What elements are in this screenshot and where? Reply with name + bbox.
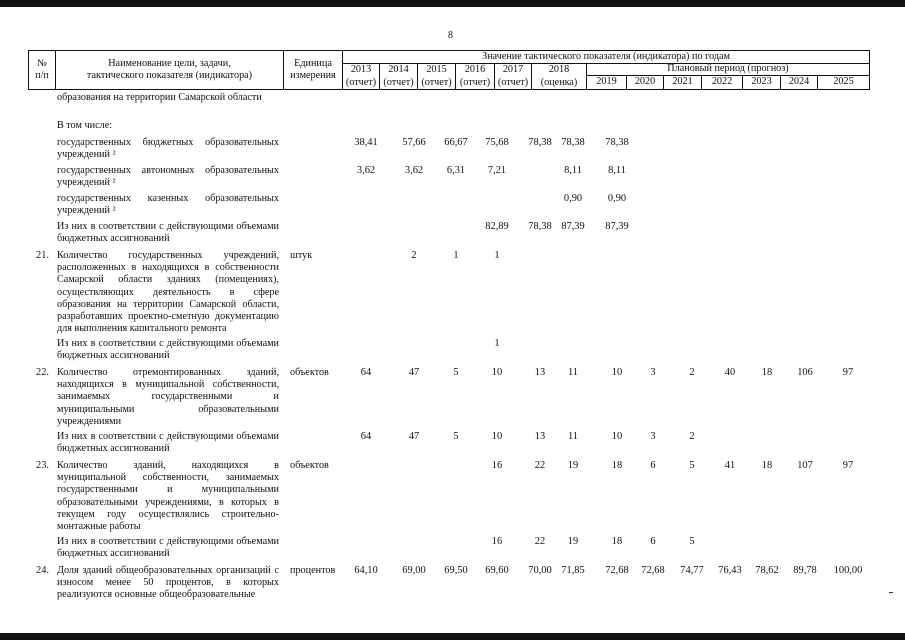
- row-unit: объектов: [290, 460, 329, 471]
- header-plan-year-2019: [586, 75, 627, 90]
- value-cell: 87,39: [605, 221, 629, 232]
- value-cell: 71,85: [561, 565, 585, 576]
- header-year-kind: (отчет): [421, 76, 452, 88]
- header-plan-year-value: 2024: [788, 76, 810, 88]
- value-cell: 72,68: [641, 565, 665, 576]
- row-name: Из них в соответствии с действующими объемами бюджетных ассигнований: [57, 338, 279, 362]
- row-number: 22.: [36, 367, 49, 378]
- value-cell: 22: [534, 536, 546, 547]
- header-year-kind: (отчет): [497, 76, 529, 88]
- value-cell: 74,77: [680, 565, 704, 576]
- value-cell: 19: [567, 536, 579, 547]
- value-cell: 18: [761, 367, 773, 378]
- value-cell: 38,41: [354, 137, 378, 148]
- value-cell: 78,38: [528, 137, 552, 148]
- value-cell: 13: [534, 431, 546, 442]
- scan-mark: [889, 592, 893, 593]
- value-cell: 5: [453, 367, 459, 378]
- header-num-label: № п/п: [35, 57, 49, 81]
- header-year-2015: [417, 63, 456, 90]
- value-cell: 72,68: [605, 565, 629, 576]
- value-cell: 97: [842, 460, 854, 471]
- value-cell: 5: [689, 536, 695, 547]
- value-cell: 7,21: [487, 165, 507, 176]
- value-cell: 10: [491, 431, 503, 442]
- row-name: государственных казенных образовательных учреждений ²: [57, 193, 279, 217]
- header-unit: [283, 50, 343, 90]
- header-year-value: 2017: [502, 64, 524, 76]
- row-number: 21.: [36, 250, 49, 261]
- value-cell: 3: [650, 367, 656, 378]
- row-name: Из них в соответствии с действующими объемами бюджетных ассигнований: [57, 536, 279, 560]
- header-year-2016: [455, 63, 495, 90]
- row-unit: объектов: [290, 367, 329, 378]
- value-cell: 100,00: [833, 565, 863, 576]
- value-cell: 6,31: [446, 165, 466, 176]
- value-cell: 10: [611, 431, 623, 442]
- value-cell: 87,39: [561, 221, 585, 232]
- value-cell: 11: [567, 431, 578, 442]
- header-plan-year-2025: [817, 75, 870, 90]
- header-year-value: 2014: [388, 64, 409, 76]
- value-cell: 11: [567, 367, 578, 378]
- value-cell: 82,89: [485, 221, 509, 232]
- row-name: Количество государственных учреждений, расположенных в находящихся в собственности Самарской области зданиях (помещениях), осуществляющих деятельность в сфере образования на территории Самарской области, разработавших проектно-сметную документацию для выполнения капитального ремонта: [57, 250, 279, 335]
- value-cell: 10: [611, 367, 623, 378]
- value-cell: 3: [650, 431, 656, 442]
- header-year-2014: [379, 63, 418, 90]
- value-cell: 22: [534, 460, 546, 471]
- value-cell: 41: [724, 460, 736, 471]
- row-name: Количество зданий, находящихся в муниципальной собственности, занимаемых государственными и муниципальными образовательными учреждениями, в которых в текущем году осуществлялись строительно-монтажные работы: [57, 460, 279, 533]
- value-cell: 78,38: [528, 221, 552, 232]
- value-cell: 6: [650, 460, 656, 471]
- value-cell: 64,10: [354, 565, 378, 576]
- value-cell: 10: [491, 367, 503, 378]
- header-plan-year-2020: [626, 75, 664, 90]
- header-year-value: 2013: [350, 64, 372, 76]
- header-plan-label: Плановый период (прогноз): [667, 63, 789, 75]
- row-number: 24.: [36, 565, 49, 576]
- header-year-kind: (отчет): [459, 76, 491, 88]
- value-cell: 16: [491, 536, 503, 547]
- value-cell: 97: [842, 367, 854, 378]
- value-cell: 2: [689, 431, 695, 442]
- header-num: [28, 50, 56, 90]
- value-cell: 69,50: [444, 565, 468, 576]
- value-cell: 18: [611, 536, 623, 547]
- value-cell: 19: [567, 460, 579, 471]
- value-cell: 75,68: [485, 137, 509, 148]
- value-cell: 70,00: [528, 565, 552, 576]
- header-plan-year-2024: [780, 75, 818, 90]
- table-header: [28, 50, 870, 90]
- header-year-2017: [494, 63, 532, 90]
- value-cell: 1: [453, 250, 459, 261]
- header-year-value: 2018: [548, 64, 570, 76]
- value-cell: 13: [534, 367, 546, 378]
- header-plan-year-value: 2022: [711, 76, 733, 88]
- value-cell: 69,00: [402, 565, 426, 576]
- header-name: [55, 50, 284, 90]
- header-year-kind: (отчет): [345, 76, 377, 88]
- value-cell: 78,38: [605, 137, 629, 148]
- value-cell: 6: [650, 536, 656, 547]
- value-cell: 40: [724, 367, 736, 378]
- row-name: Из них в соответствии с действующими объемами бюджетных ассигнований: [57, 431, 279, 455]
- header-year-2013: [342, 63, 380, 90]
- value-cell: 1: [494, 338, 500, 349]
- value-cell: 5: [453, 431, 459, 442]
- value-cell: 47: [408, 367, 420, 378]
- value-cell: 76,43: [718, 565, 742, 576]
- header-plan-year-value: 2021: [672, 76, 693, 88]
- value-cell: 2: [689, 367, 695, 378]
- header-plan-year-value: 2019: [596, 76, 617, 88]
- header-year-kind: (отчет): [383, 76, 414, 88]
- value-cell: 78,38: [561, 137, 585, 148]
- header-year-value: 2015: [426, 64, 447, 76]
- value-cell: 2: [411, 250, 417, 261]
- value-cell: 1: [494, 250, 500, 261]
- header-plan-year-value: 2020: [634, 76, 656, 88]
- row-name: Доля зданий общеобразовательных организаций с износом менее 50 процентов, в которых реализуются основные общеобразовательные: [57, 565, 279, 601]
- value-cell: 0,90: [607, 193, 627, 204]
- header-year-value: 2016: [464, 64, 486, 76]
- row-number: 23.: [36, 460, 49, 471]
- row-unit: штук: [290, 250, 313, 261]
- row-name: государственных автономных образовательных учреждений ²: [57, 165, 279, 189]
- header-plan-year-value: 2023: [751, 76, 772, 88]
- value-cell: 16: [491, 460, 503, 471]
- value-cell: 57,66: [402, 137, 426, 148]
- value-cell: 3,62: [404, 165, 424, 176]
- value-cell: 89,78: [793, 565, 817, 576]
- header-plan-year-value: 2025: [833, 76, 854, 88]
- value-cell: 8,11: [564, 165, 582, 176]
- row-name: Количество отремонтированных зданий, находящихся в муниципальной собственности, занимаемых государственными и муниципальными образовательными учреждениями: [57, 367, 279, 427]
- header-plan-year-2021: [663, 75, 702, 90]
- row-name: Из них в соответствии с действующими объемами бюджетных ассигнований: [57, 221, 279, 245]
- value-cell: 64: [360, 367, 372, 378]
- value-cell: 5: [689, 460, 695, 471]
- value-cell: 3,62: [356, 165, 376, 176]
- value-cell: 18: [611, 460, 623, 471]
- value-cell: 0,90: [563, 193, 583, 204]
- scan-top-edge: [0, 0, 905, 7]
- header-name-label: Наименование цели, задачи, тактического показателя (индикатора): [86, 57, 253, 81]
- value-cell: 64: [360, 431, 372, 442]
- header-plan-year-2023: [742, 75, 781, 90]
- value-cell: 18: [761, 460, 773, 471]
- value-cell: 106: [797, 367, 813, 378]
- value-cell: 47: [408, 431, 420, 442]
- row-unit: процентов: [290, 565, 336, 576]
- header-year-2018: [531, 63, 587, 90]
- header-values: [342, 50, 870, 64]
- header-year-kind: (оценка): [540, 76, 578, 88]
- value-cell: 69,60: [485, 565, 509, 576]
- value-cell: 78,62: [755, 565, 779, 576]
- row-name: государственных бюджетных образовательных учреждений ²: [57, 137, 279, 161]
- page-number: 8: [448, 30, 453, 41]
- header-values-label: Значение тактического показателя (индикатора) по годам: [482, 50, 730, 62]
- header-unit-label: Единица измерения: [290, 57, 336, 81]
- header-plan-year-2022: [701, 75, 743, 90]
- row-name: образования на территории Самарской области: [57, 92, 262, 103]
- value-cell: 66,67: [444, 137, 468, 148]
- value-cell: 8,11: [608, 165, 626, 176]
- value-cell: 107: [797, 460, 813, 471]
- row-name: В том числе:: [57, 120, 113, 131]
- scan-bottom-edge: [0, 633, 905, 640]
